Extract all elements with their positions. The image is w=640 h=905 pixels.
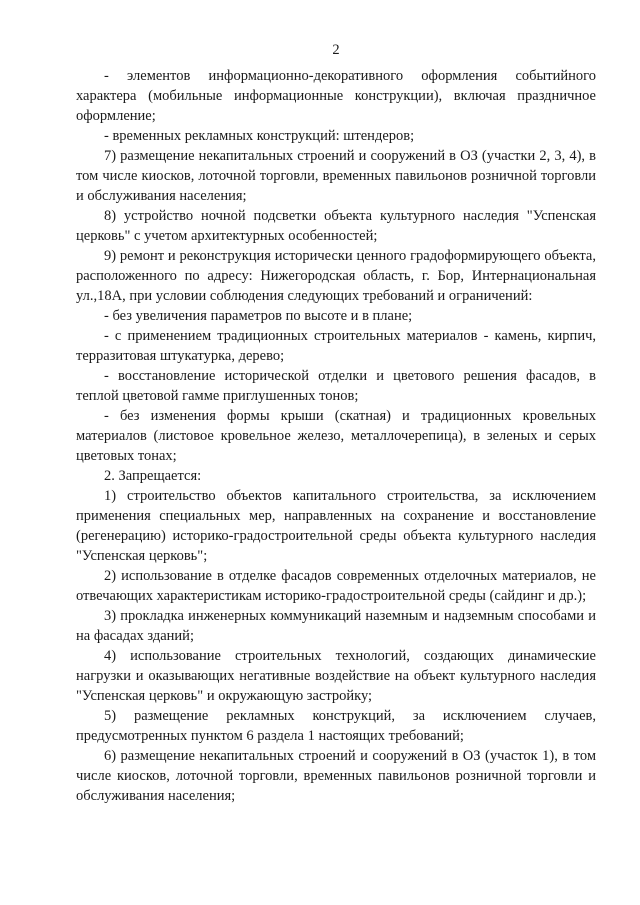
paragraph: 5) размещение рекламных конструкций, за исключением случаев, предусмотренных пунктом 6 раздела 1 настоящих требований; xyxy=(76,708,596,744)
paragraph: 8) устройство ночной подсветки объекта культурного наследия "Успенская церковь" с учетом архитектурных особенностей; xyxy=(76,208,596,244)
document-page xyxy=(76,40,596,806)
paragraph: 2) использование в отделке фасадов современных отделочных материалов, не отвечающих характеристикам историко-градостроительной среды (сайдинг и др.); xyxy=(76,568,596,604)
paragraph: - элементов информационно-декоративного оформления событийного характера (мобильные информационные конструкции), включая праздничное оформление; xyxy=(76,68,596,124)
paragraph: 7) размещение некапитальных строений и сооружений в ОЗ (участки 2, 3, 4), в том числе киосков, лоточной торговли, временных павильонов розничной торговли и обслуживания населения; xyxy=(76,148,596,204)
paragraph: 3) прокладка инженерных коммуникаций наземным и надземным способами и на фасадах зданий; xyxy=(76,608,596,644)
paragraph: - восстановление исторической отделки и цветового решения фасадов, в теплой цветовой гамме приглушенных тонов; xyxy=(76,368,596,404)
paragraph: 6) размещение некапитальных строений и сооружений в ОЗ (участок 1), в том числе киосков, лоточной торговли, временных павильонов розничной торговли и обслуживания населения; xyxy=(76,748,596,804)
paragraph: 9) ремонт и реконструкция исторически ценного градоформирующего объекта, расположенного по адресу: Нижегородская область, г. Бор, Интернациональная ул.,18А, при условии соблюдения следующих требований и ограничений: xyxy=(76,248,596,304)
page-number: 2 xyxy=(332,42,340,58)
paragraph: - без изменения формы крыши (скатная) и традиционных кровельных материалов (листовое кровельное железо, металлочерепица), в зеленых и серых цветовых тонах; xyxy=(76,408,596,464)
paragraph: 1) строительство объектов капитального строительства, за исключением применения специальных мер, направленных на сохранение и восстановление (регенерацию) историко-градостроительной среды объекта культурного наследия "Успенская церковь"; xyxy=(76,488,596,564)
section-heading: 2. Запрещается: xyxy=(104,468,202,484)
paragraph: 4) использование строительных технологий, создающих динамические нагрузки и оказывающих негативные воздействие на объект культурного наследия "Успенская церковь" и окружающую застройку; xyxy=(76,648,596,704)
paragraph: - без увеличения параметров по высоте и в плане; xyxy=(104,308,413,324)
paragraph: - временных рекламных конструкций: штендеров; xyxy=(104,128,415,144)
paragraph: - с применением традиционных строительных материалов - камень, кирпич, терразитовая штукатурка, дерево; xyxy=(76,328,596,364)
